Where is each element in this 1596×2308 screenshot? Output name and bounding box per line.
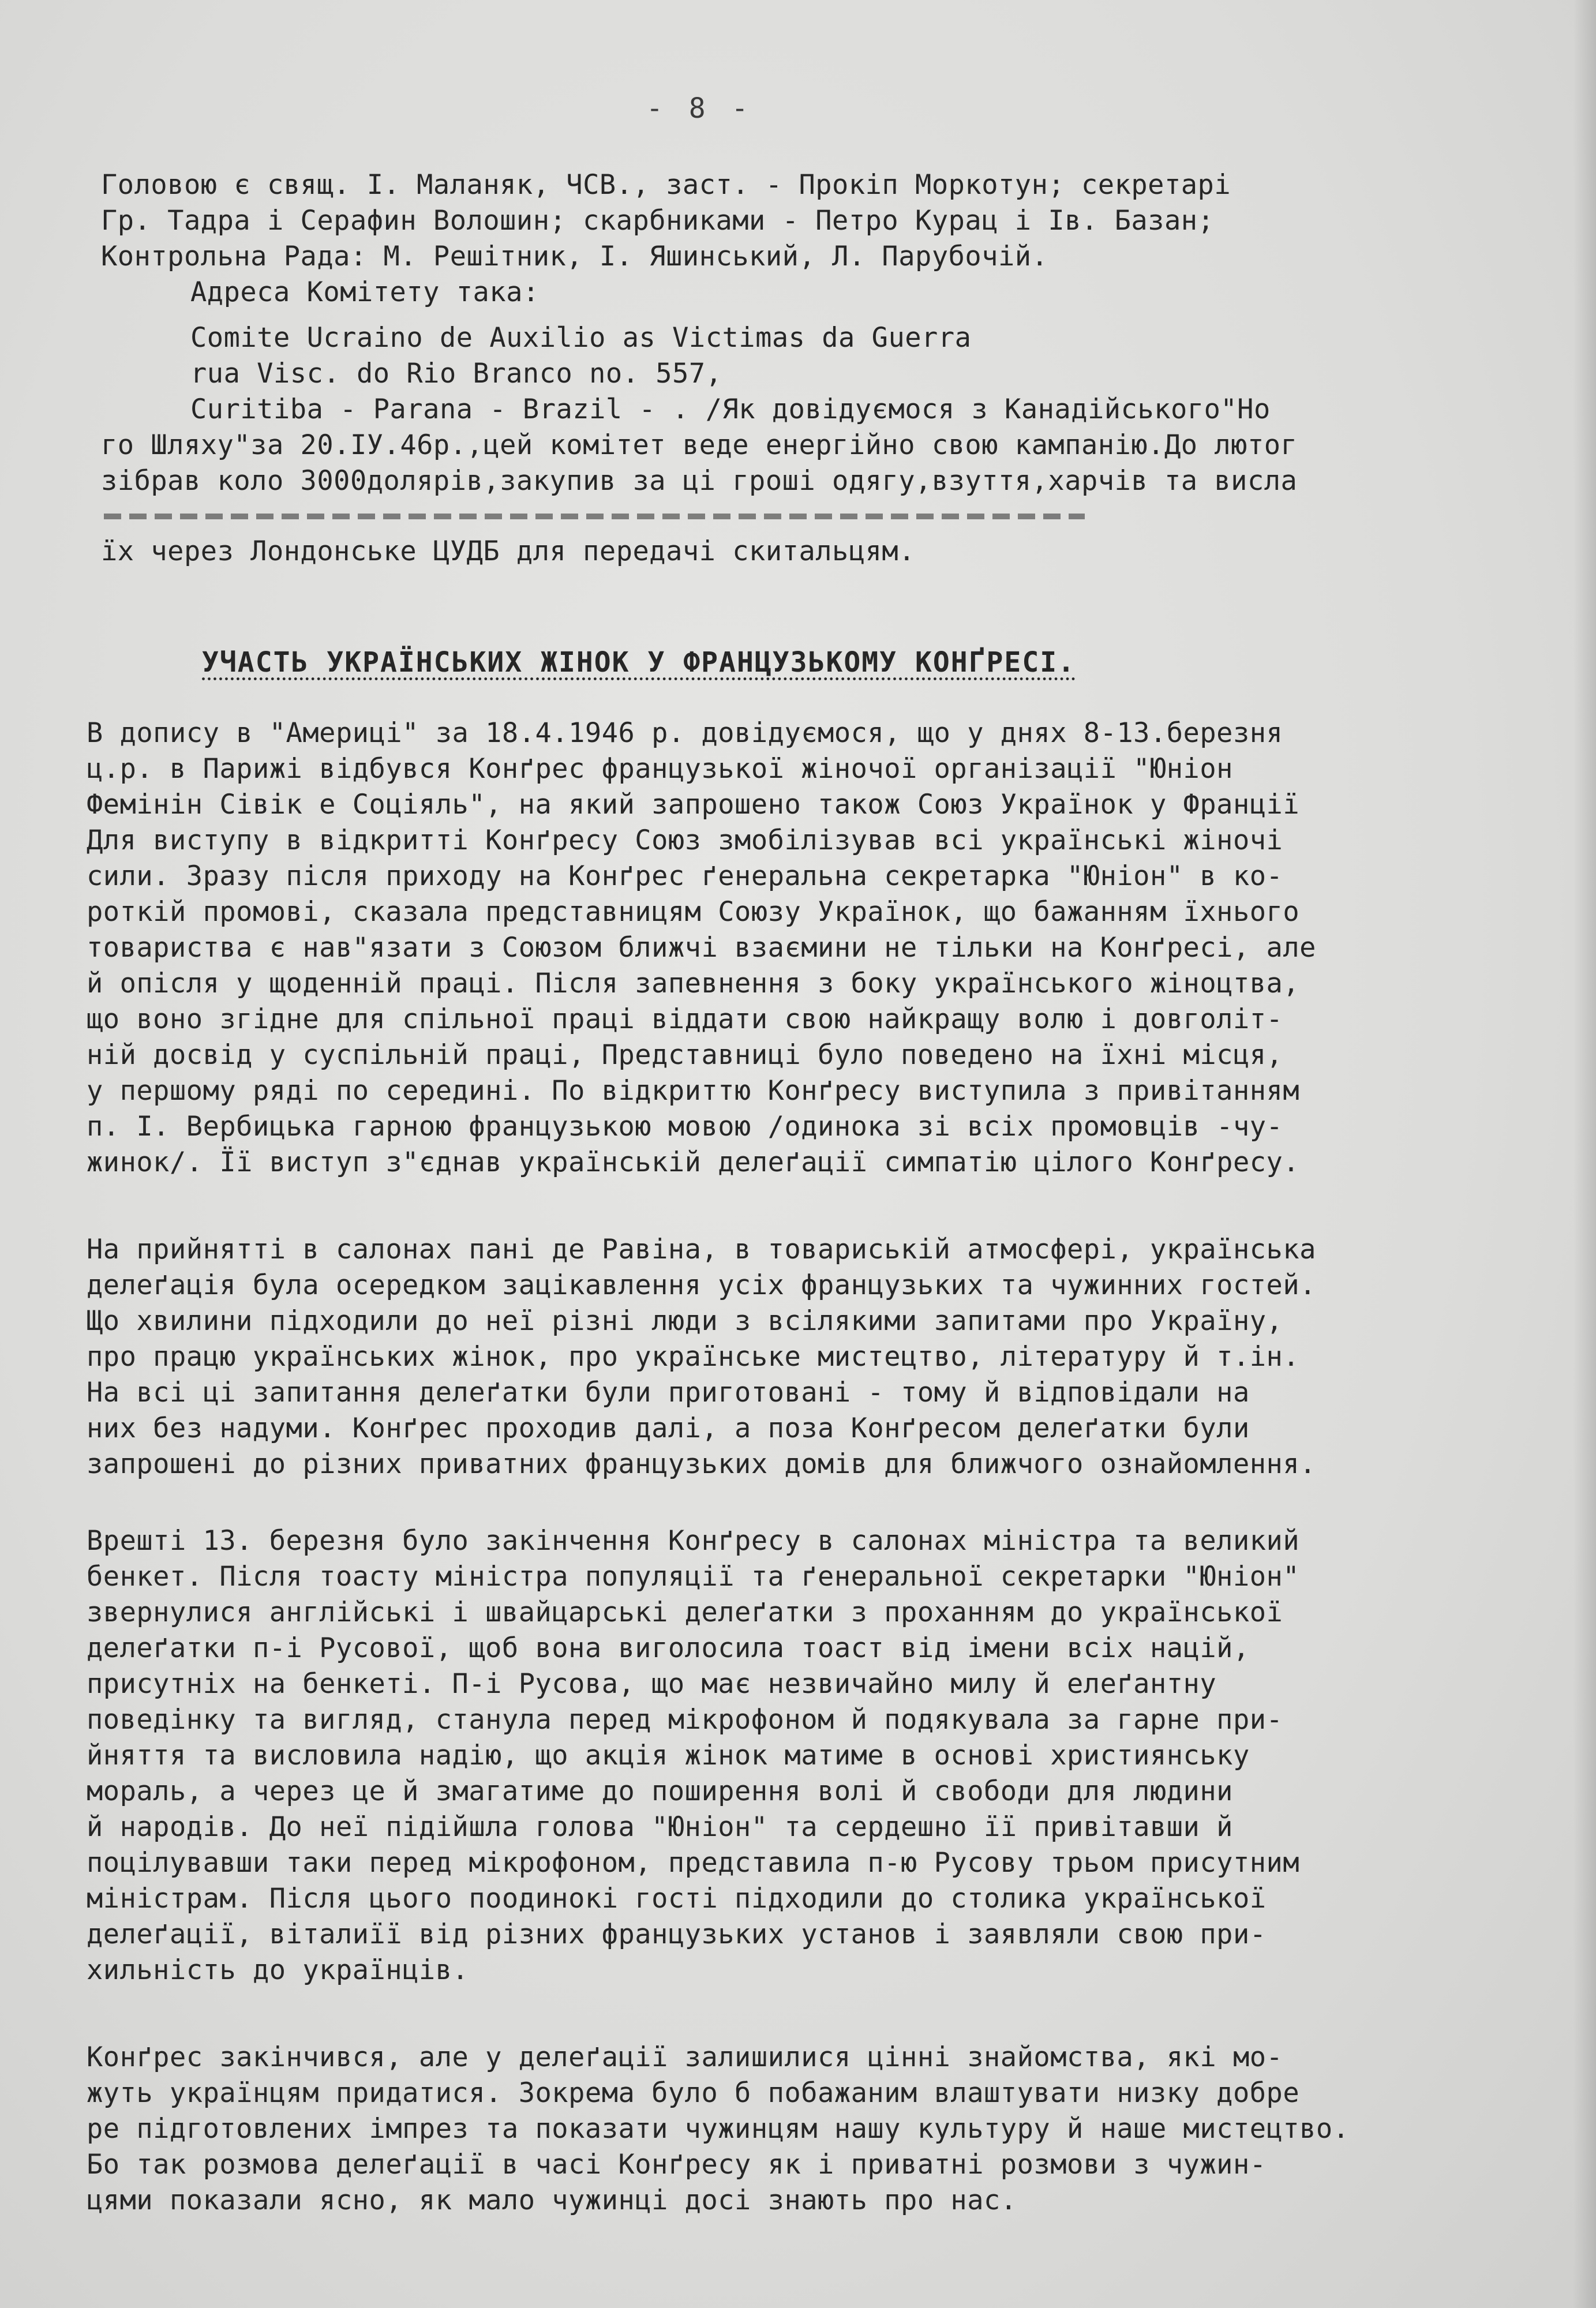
page-number: - 8 - (646, 92, 753, 125)
paragraph-1-line: сили. Зразу після приходу на Конґрес ґенеральна секретарка "Юніон" в ко- (87, 860, 1283, 892)
paragraph-2-line: Що хвилини підходили до неї різні люди з всілякими запитами про Україну, (87, 1305, 1283, 1337)
paragraph-2-line: делеґація була осередком зацікавлення усіх французьких та чужинних гостей. (87, 1269, 1316, 1301)
paragraph-3-line: й народів. До неї підійшла голова "Юніон" та сердешно її привітавши й (87, 1811, 1233, 1843)
paragraph-3-line: делеґатки п-і Русової, щоб вона виголосила тоаст від імени всіх націй, (87, 1632, 1250, 1664)
paragraph-3-line: хильність до українців. (87, 1954, 469, 1986)
struck-out-line (104, 514, 1085, 519)
committee-line-4: Адреса Комітету така: (190, 276, 540, 308)
paragraph-3-line: присутніх на бенкеті. П-і Русова, що має незвичайно милу й елеґантну (87, 1668, 1217, 1700)
paragraph-4-line: ре підготовлених імпрез та показати чужинцям нашу культуру й наше мистецтво. (87, 2113, 1350, 2145)
paragraph-3-line: поцілувавши таки перед мікрофоном, представила п-ю Русову трьом присутним (87, 1847, 1300, 1879)
paragraph-2-line: про працю українських жінок, про українське мистецтво, літературу й т.ін. (87, 1341, 1300, 1373)
paragraph-1-line: й опісля у щоденній праці. Після запевнення з боку українського жіноцтва, (87, 968, 1300, 999)
address-line-3: Curitiba - Parana - Brazil - . /Як довідуємося з Канадійського"Но (190, 394, 1271, 425)
paragraph-4-line: цями показали ясно, як мало чужинці досі знають про нас. (87, 2185, 1017, 2216)
committee-line-2: Гр. Тадра і Серафин Волошин; скарбниками - Петро Курац і Ів. Базан; (101, 205, 1215, 237)
paragraph-3-line: поведінку та вигляд, станула перед мікрофоном й подякувала за гарне при- (87, 1704, 1283, 1736)
paragraph-3-line: бенкет. Після тоасту міністра популяції та ґенеральної секретарки "Юніон" (87, 1561, 1300, 1593)
paragraph-1-line: Фемінін Сівік е Соціяль", на який запрошено також Союз Українок у Франції (87, 789, 1300, 820)
paragraph-1-line: п. І. Вербицька гарною французькою мовою /одинока зі всіх промовців -чу- (87, 1111, 1283, 1142)
paragraph-1-line: у першому ряді по середині. По відкриттю Конґресу виступила з привітанням (87, 1075, 1300, 1107)
address-line-4: го Шляху"за 20.ІУ.46р.,цей комітет веде енергійно свою кампанію.До лютог (101, 429, 1298, 461)
address-line-6: їх через Лондонське ЦУДБ для передачі скитальцям. (101, 535, 916, 567)
paragraph-3-line: Врешті 13. березня було закінчення Конґресу в салонах міністра та великий (87, 1525, 1300, 1557)
paragraph-4-line: жуть українцям придатися. Зокрема було б побажаним влаштувати низку добре (87, 2077, 1300, 2109)
paragraph-1-line: ній досвід у суспільній праці, Представниці було поведено на їхні місця, (87, 1039, 1283, 1071)
paragraph-3-line: мораль, а через це й змагатиме до поширення волі й свободи для людини (87, 1775, 1233, 1807)
committee-line-1: Головою є свящ. І. Маланяк, ЧСВ., заст. - Прокіп Моркотун; секретарі (101, 169, 1231, 201)
paragraph-1-line: товариства є нав"язати з Союзом ближчі взаємини не тільки на Конґресі, але (87, 932, 1316, 964)
paragraph-1-line: ц.р. в Парижі відбувся Конґрес французької жіночої організації "Юніон (87, 753, 1233, 785)
address-line-5: зібрав коло 3000долярів,закупив за ці гроші одягу,взуття,харчів та висла (101, 465, 1298, 497)
paragraph-1-line: жинок/. Її виступ з"єднав українській делеґації симпатію цілого Конґресу. (87, 1146, 1300, 1178)
committee-line-3: Контрольна Рада: М. Решітник, І. Яшинський, Л. Парубочій. (101, 241, 1048, 272)
paragraph-2-line: На прийнятті в салонах пані де Равіна, в товариській атмосфері, українська (87, 1234, 1316, 1265)
paragraph-1-line: Для виступу в відкритті Конґресу Союз змобілізував всі українські жіночі (87, 825, 1283, 856)
paragraph-4-line: Конґрес закінчився, але у делеґації залишилися цінні знайомства, які мо- (87, 2041, 1283, 2073)
paragraph-1-line: роткій промові, сказала представницям Союзу Українок, що бажанням їхнього (87, 896, 1300, 928)
paragraph-2-line: запрошені до різних приватних французьких домів для ближчого ознайомлення. (87, 1448, 1316, 1480)
paragraph-3-line: делеґації, віталиїї від різних французьких установ і заявляли свою при- (87, 1919, 1267, 1950)
page-edge-shadow (1573, 0, 1596, 2308)
paragraph-4-line: Бо так розмова делеґації в часі Конґресу як і приватні розмови з чужин- (87, 2149, 1267, 2180)
paragraph-1-line: що воно згідне для спільної праці віддати свою найкращу волю і довголіт- (87, 1003, 1283, 1035)
paragraph-3-line: звернулися англійські і швайцарські делеґатки з проханням до української (87, 1597, 1283, 1628)
paragraph-1-line: В допису в "Америці" за 18.4.1946 р. довідуємося, що у днях 8-13.березня (87, 717, 1283, 749)
paragraph-3-line: міністрам. Після цього поодинокі гості підходили до столика української (87, 1883, 1267, 1914)
section-heading: УЧАСТЬ УКРАЇНСЬКИХ ЖІНОК У ФРАНЦУЗЬКОМУ КОНҐРЕСІ. (202, 646, 1076, 679)
paragraph-2-line: На всі ці запитання делеґатки були приготовані - тому й відповідали на (87, 1377, 1250, 1408)
paragraph-2-line: них без надуми. Конґрес проходив далі, а поза Конґресом делеґатки були (87, 1412, 1250, 1444)
paragraph-3-line: йняття та висловила надію, що акція жінок матиме в основі християнську (87, 1740, 1250, 1771)
address-line-2: rua Visc. do Rio Branco no. 557, (190, 358, 722, 389)
address-line-1: Comite Ucraino de Auxilio as Victimas da Guerra (190, 322, 972, 354)
